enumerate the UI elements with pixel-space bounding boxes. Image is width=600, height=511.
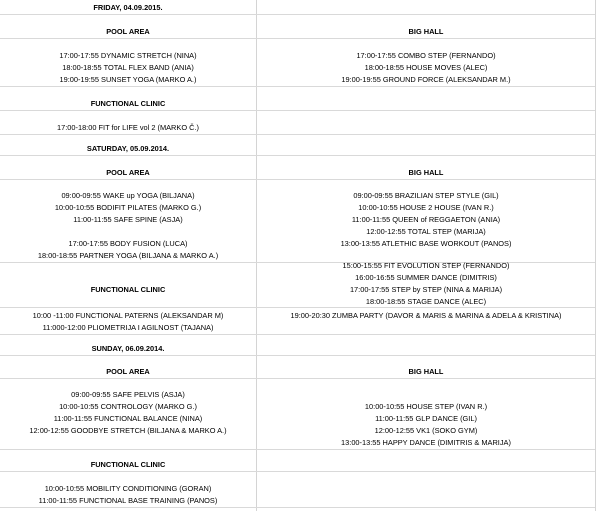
hall-class: 11:00-11:55 GLP DANCE (GIL) xyxy=(375,414,477,423)
hall-class: 18:00-18:55 STAGE DANCE (ALEC) xyxy=(365,297,487,306)
clinic-class: 10:00-10:55 MOBILITY CONDITIONING (GORAN) xyxy=(44,484,212,493)
pool-area-heading: POOL AREA xyxy=(106,168,150,177)
pool-area-heading: POOL AREA xyxy=(106,367,150,376)
schedule-row xyxy=(0,495,600,507)
day-title: SATURDAY, 05.09.2014. xyxy=(86,144,170,153)
row-divider xyxy=(0,134,595,135)
section-header-row xyxy=(0,366,600,378)
day-title: FRIDAY, 04.09.2015. xyxy=(93,3,163,12)
schedule-row xyxy=(0,260,600,272)
row-divider xyxy=(0,86,595,87)
schedule-row xyxy=(0,389,600,401)
schedule-row xyxy=(0,202,600,214)
hall-class: 10:00-10:55 HOUSE STEP (IVAN R.) xyxy=(364,402,488,411)
clinic-class: 10:00 -11:00 FUNCTIONAL PATERNS (ALEKSANDAR M) xyxy=(32,311,224,320)
section-header-row xyxy=(0,459,600,471)
pool-class: 18:00-18:55 TOTAL FLEX BAND (ANIA) xyxy=(62,63,194,72)
schedule-row xyxy=(0,62,600,74)
row-divider xyxy=(0,507,595,508)
schedule-row xyxy=(0,226,600,238)
schedule-row xyxy=(0,214,600,226)
schedule-row xyxy=(0,425,600,437)
row-divider xyxy=(0,334,595,335)
row-divider xyxy=(0,155,595,156)
row-divider xyxy=(0,110,595,111)
big-hall-heading: BIG HALL xyxy=(408,27,444,36)
functional-clinic-heading: FUNCTIONAL CLINIC xyxy=(90,285,166,294)
pool-class: 12:00-12:55 GOODBYE STRETCH (BILJANA & MARKO A.) xyxy=(29,426,227,435)
hall-class: 09:00-09:55 BRAZILIAN STEP STYLE (GIL) xyxy=(353,191,499,200)
row-divider xyxy=(0,471,595,472)
schedule-row xyxy=(0,322,600,334)
schedule-row xyxy=(0,310,600,322)
row-divider xyxy=(0,307,595,308)
pool-class: 11:00-11:55 SAFE SPINE (ASJA) xyxy=(73,215,183,224)
schedule-row xyxy=(0,272,600,284)
hall-class: 13:00-13:55 ATLETHIC BASE WORKOUT (PANOS) xyxy=(340,239,512,248)
row-divider xyxy=(0,14,595,15)
day-header-row xyxy=(0,143,600,155)
day-header-row xyxy=(0,343,600,355)
row-divider xyxy=(0,355,595,356)
section-header-row xyxy=(0,98,600,110)
pool-class: 11:00-11:55 FUNCTIONAL BALANCE (NINA) xyxy=(53,414,203,423)
section-header-row xyxy=(0,26,600,38)
pool-class: 09:00-09:55 WAKE up YOGA (BILJANA) xyxy=(61,191,195,200)
clinic-class: 11:00-11:55 FUNCTIONAL BASE TRAINING (PANOS) xyxy=(38,496,218,505)
functional-clinic-heading: FUNCTIONAL CLINIC xyxy=(90,460,166,469)
big-hall-heading: BIG HALL xyxy=(408,168,444,177)
schedule-row xyxy=(0,122,600,134)
hall-class: 17:00-17:55 STEP by STEP (NINA & MARIJA) xyxy=(349,285,503,294)
hall-class: 16:00-16:55 SUMMER DANCE (DIMITRIS) xyxy=(355,273,497,282)
pool-class: 18:00-18:55 PARTNER YOGA (BILJANA & MARKO A.) xyxy=(37,251,219,260)
pool-class: 17:00-17:55 DYNAMIC STRETCH (NINA) xyxy=(59,51,197,60)
hall-class: 10:00-10:55 HOUSE 2 HOUSE (IVAN R.) xyxy=(358,203,494,212)
schedule-row xyxy=(0,437,600,449)
schedule-row xyxy=(0,190,600,202)
pool-class: 09:00-09:55 SAFE PELVIS (ASJA) xyxy=(71,390,185,399)
hall-class: 12:00-12:55 TOTAL STEP (MARIJA) xyxy=(366,227,486,236)
big-hall-heading: BIG HALL xyxy=(408,367,444,376)
hall-class: 12:00-12:55 VK1 (SOKO GYM) xyxy=(374,426,478,435)
schedule-row xyxy=(0,413,600,425)
hall-class: 17:00-17:55 COMBO STEP (FERNANDO) xyxy=(356,51,496,60)
day-title: SUNDAY, 06.09.2014. xyxy=(91,344,165,353)
functional-clinic-heading: FUNCTIONAL CLINIC xyxy=(90,99,166,108)
pool-class: 17:00-17:55 BODY FUSION (LUCA) xyxy=(68,239,188,248)
pool-class: 10:00-10:55 CONTROLOGY (MARKO G.) xyxy=(59,402,197,411)
pool-class: 10:00-10:55 BODIFIT PILATES (MARKO G.) xyxy=(54,203,202,212)
schedule-row xyxy=(0,238,600,250)
section-header-row xyxy=(0,284,600,296)
clinic-class: 11:000-12:00 PLIOMETRIJA I AGILNOST (TAJANA) xyxy=(42,323,214,332)
row-divider xyxy=(0,449,595,450)
row-divider xyxy=(0,378,595,379)
hall-class: 11:00-11:55 QUEEN of REGGAETON (ANIA) xyxy=(351,215,501,224)
day-header-row xyxy=(0,2,600,14)
hall-class: 19:00-20:30 ZUMBA PARTY (DAVOR & MARIS & MARINA & ADELA & KRISTINA) xyxy=(290,311,562,320)
hall-class: 15:00-15:55 FIT EVOLUTION STEP (FERNANDO) xyxy=(342,261,510,270)
schedule-row xyxy=(0,74,600,86)
hall-class: 19:00-19:55 GROUND FORCE (ALEKSANDAR M.) xyxy=(341,75,511,84)
schedule-row xyxy=(0,50,600,62)
row-divider xyxy=(0,38,595,39)
pool-area-heading: POOL AREA xyxy=(106,27,150,36)
row-divider xyxy=(0,179,595,180)
pool-class xyxy=(0,226,256,238)
schedule-row xyxy=(0,401,600,413)
clinic-class: 17:00-18:00 FIT for LIFE vol 2 (MARKO Č.) xyxy=(57,123,199,132)
schedule-row xyxy=(0,483,600,495)
section-header-row xyxy=(0,167,600,179)
hall-class: 13:00-13:55 HAPPY DANCE (DIMITRIS & MARIJA) xyxy=(341,438,511,447)
hall-class: 18:00-18:55 HOUSE MOVES (ALEC) xyxy=(364,63,488,72)
pool-class: 19:00-19:55 SUNSET YOGA (MARKO A.) xyxy=(59,75,197,84)
